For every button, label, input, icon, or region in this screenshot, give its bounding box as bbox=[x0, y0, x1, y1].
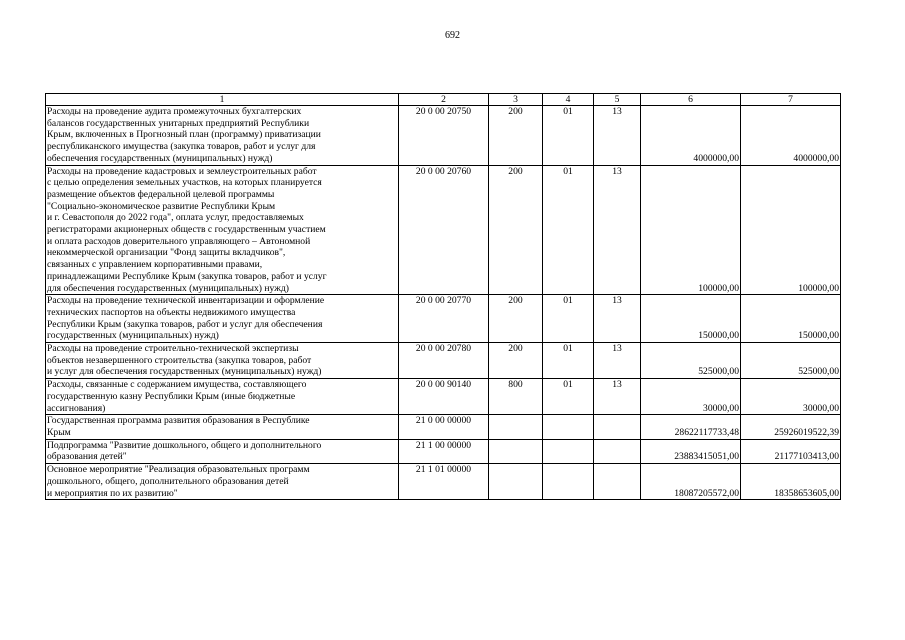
row-rz-cell: 01 bbox=[543, 295, 594, 343]
row-sum-first-cell: 23883415051,00 bbox=[641, 439, 741, 463]
row-pr-cell: 13 bbox=[594, 295, 641, 343]
row-sum-first-cell: 150000,00 bbox=[641, 295, 741, 343]
page-number: 692 bbox=[445, 30, 460, 41]
row-name-cell: Расходы, связанные с содержанием имущества, составляющего государственную казну Республики Крым (иные бюджетные ассигнования) bbox=[46, 379, 399, 415]
table-row bbox=[46, 295, 841, 343]
header-col-5: 5 bbox=[594, 94, 641, 106]
row-code-cell: 20 0 00 20780 bbox=[399, 343, 489, 379]
row-rz-cell bbox=[543, 464, 594, 500]
row-sum-second-cell: 30000,00 bbox=[741, 379, 841, 415]
row-pr-cell: 13 bbox=[594, 106, 641, 166]
row-sum-second-cell: 4000000,00 bbox=[741, 106, 841, 166]
row-sum-second-cell: 150000,00 bbox=[741, 295, 841, 343]
row-vr-cell bbox=[489, 439, 543, 463]
row-sum-first-cell: 28622117733,48 bbox=[641, 415, 741, 439]
row-vr-cell: 200 bbox=[489, 295, 543, 343]
row-pr-cell bbox=[594, 415, 641, 439]
table-header-row bbox=[46, 94, 841, 106]
table-row bbox=[46, 439, 841, 463]
row-sum-second-cell: 525000,00 bbox=[741, 343, 841, 379]
table-row bbox=[46, 379, 841, 415]
row-code-cell: 21 0 00 00000 bbox=[399, 415, 489, 439]
row-vr-cell bbox=[489, 464, 543, 500]
row-sum-first-cell: 4000000,00 bbox=[641, 106, 741, 166]
table-row bbox=[46, 343, 841, 379]
header-col-1: 1 bbox=[46, 94, 399, 106]
row-rz-cell bbox=[543, 415, 594, 439]
row-name-cell: Расходы на проведение строительно-технической экспертизы объектов незавершенного строительства (закупка товаров, работ и услуг для обеспечения государственных (муниципальных) нужд) bbox=[46, 343, 399, 379]
row-code-cell: 20 0 00 20770 bbox=[399, 295, 489, 343]
row-sum-first-cell: 30000,00 bbox=[641, 379, 741, 415]
header-col-2: 2 bbox=[399, 94, 489, 106]
row-sum-first-cell: 18087205572,00 bbox=[641, 464, 741, 500]
row-pr-cell bbox=[594, 439, 641, 463]
row-name-cell: Государственная программа развития образования в Республике Крым bbox=[46, 415, 399, 439]
table-row bbox=[46, 106, 841, 166]
row-pr-cell bbox=[594, 464, 641, 500]
row-rz-cell: 01 bbox=[543, 165, 594, 295]
row-name-cell: Подпрограмма "Развитие дошкольного, общего и дополнительного образования детей" bbox=[46, 439, 399, 463]
header-col-6: 6 bbox=[641, 94, 741, 106]
row-vr-cell bbox=[489, 415, 543, 439]
row-sum-first-cell: 525000,00 bbox=[641, 343, 741, 379]
row-name-cell: Основное мероприятие "Реализация образовательных программ дошкольного, общего, дополнительного образования детей и мероприятия по их развитию" bbox=[46, 464, 399, 500]
table-row bbox=[46, 464, 841, 500]
row-vr-cell: 200 bbox=[489, 343, 543, 379]
row-rz-cell bbox=[543, 439, 594, 463]
row-sum-second-cell: 21177103413,00 bbox=[741, 439, 841, 463]
row-code-cell: 20 0 00 20760 bbox=[399, 165, 489, 295]
row-code-cell: 20 0 00 90140 bbox=[399, 379, 489, 415]
row-vr-cell: 200 bbox=[489, 106, 543, 166]
table-row bbox=[46, 165, 841, 295]
row-code-cell: 21 1 01 00000 bbox=[399, 464, 489, 500]
row-pr-cell: 13 bbox=[594, 343, 641, 379]
row-pr-cell: 13 bbox=[594, 165, 641, 295]
row-rz-cell: 01 bbox=[543, 343, 594, 379]
header-col-3: 3 bbox=[489, 94, 543, 106]
row-sum-second-cell: 100000,00 bbox=[741, 165, 841, 295]
row-vr-cell: 200 bbox=[489, 165, 543, 295]
row-name-cell: Расходы на проведение аудита промежуточных бухгалтерских балансов государственных унитарных предприятий Республики Крым, включенных в Прогнозный план (программу) приватизации республиканского имущества (закупка товаров, работ и услуг для обеспечения государственных (муниципальных) нужд) bbox=[46, 106, 399, 166]
row-vr-cell: 800 bbox=[489, 379, 543, 415]
row-rz-cell: 01 bbox=[543, 106, 594, 166]
row-sum-first-cell: 100000,00 bbox=[641, 165, 741, 295]
budget-table bbox=[45, 93, 841, 500]
row-name-cell: Расходы на проведение технической инвентаризации и оформление технических паспортов на объекты недвижимого имущества Республики Крым (закупка товаров, работ и услуг для обеспечения государственных (муниципальных) нужд) bbox=[46, 295, 399, 343]
row-sum-second-cell: 18358653605,00 bbox=[741, 464, 841, 500]
row-pr-cell: 13 bbox=[594, 379, 641, 415]
table-row bbox=[46, 415, 841, 439]
row-name-cell: Расходы на проведение кадастровых и землеустроительных работ с целью определения земельных участков, на которых планируется размещение объектов федеральной целевой программы "Социально-экономическое развитие Республики Крым и г. Севастополя до 2022 года", оплата услуг, предоставляемых регистраторами акционерных обществ с государственным участием и оплата расходов доверительного управляющего – Автономной некоммерческой организации "Фонд защиты вкладчиков", связанных с управлением корпоративными правами, принадлежащими Республике Крым (закупка товаров, работ и услуг для обеспечения государственных (муниципальных) нужд) bbox=[46, 165, 399, 295]
row-code-cell: 21 1 00 00000 bbox=[399, 439, 489, 463]
header-col-4: 4 bbox=[543, 94, 594, 106]
row-rz-cell: 01 bbox=[543, 379, 594, 415]
row-sum-second-cell: 25926019522,39 bbox=[741, 415, 841, 439]
row-code-cell: 20 0 00 20750 bbox=[399, 106, 489, 166]
header-col-7: 7 bbox=[741, 94, 841, 106]
